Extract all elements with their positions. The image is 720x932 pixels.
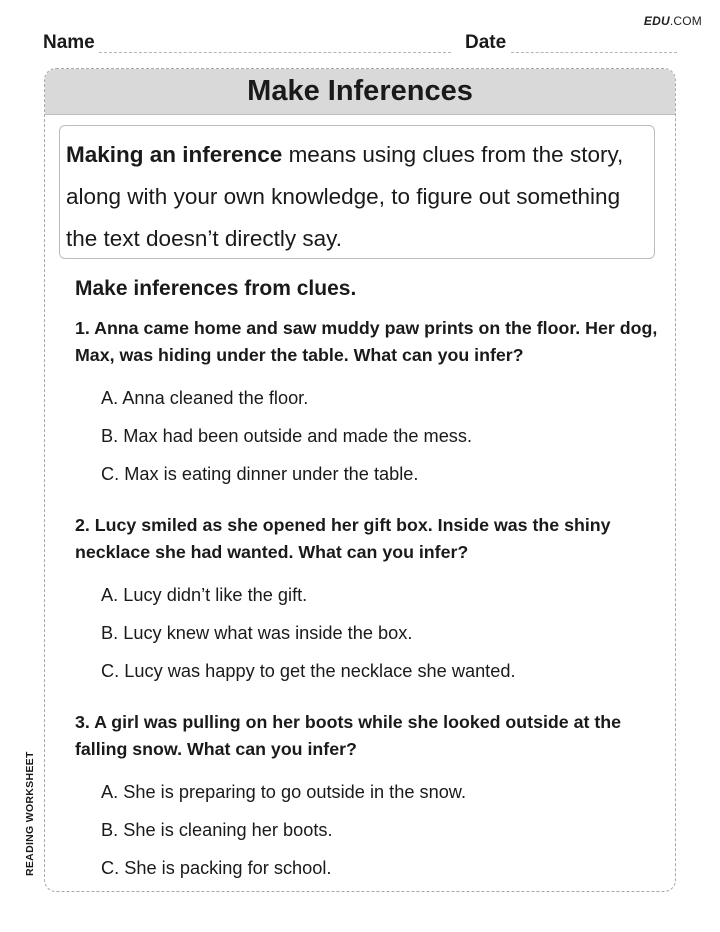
instruction-heading: Make inferences from clues. <box>75 277 357 300</box>
answer-choice[interactable]: B. Lucy knew what was inside the box. <box>101 623 413 643</box>
answer-choice[interactable]: C. She is packing for school. <box>101 858 332 878</box>
answer-choice[interactable]: A. She is preparing to go outside in the snow. <box>101 782 466 802</box>
question-3 <box>75 709 670 887</box>
question-2 <box>75 512 670 690</box>
definition-term: Making an inference <box>66 142 283 167</box>
worksheet-card <box>44 68 676 892</box>
answer-choice[interactable]: A. Anna cleaned the floor. <box>101 388 309 408</box>
definition-text: means using clues from the story, along with your own knowledge, to figure out something the text doesn’t directly say. <box>66 142 624 251</box>
question-text: 1. Anna came home and saw muddy paw prints on the floor. Her dog, Max, was hiding under the table. What can you infer? <box>75 318 658 365</box>
name-label: Name <box>43 32 95 53</box>
question-list <box>75 315 670 892</box>
question-1 <box>75 315 670 493</box>
title-bar <box>45 69 675 115</box>
brand-com: .COM <box>669 14 702 28</box>
brand-edu: EDU <box>643 14 670 28</box>
date-label: Date <box>465 32 507 53</box>
name-field-line[interactable] <box>99 52 451 53</box>
question-text: 3. A girl was pulling on her boots while she looked outside at the falling snow. What can you infer? <box>75 712 622 759</box>
answer-choice[interactable]: A. Lucy didn’t like the gift. <box>101 585 308 605</box>
side-label: READING WORKSHEET <box>24 751 36 876</box>
answer-choice[interactable]: C. Lucy was happy to get the necklace she wanted. <box>101 661 516 681</box>
answer-choice[interactable]: B. She is cleaning her boots. <box>101 820 333 840</box>
question-text: 2. Lucy smiled as she opened her gift box. Inside was the shiny necklace she had wanted. What can you infer? <box>75 515 611 562</box>
page-title: Make Inferences <box>247 75 473 107</box>
name-date-row <box>43 33 677 55</box>
answer-choice[interactable]: B. Max had been outside and made the mess. <box>101 426 473 446</box>
definition-box <box>59 125 655 259</box>
brand-logo <box>644 14 702 28</box>
answer-choice[interactable]: C. Max is eating dinner under the table. <box>101 464 419 484</box>
date-field-line[interactable] <box>511 52 677 53</box>
